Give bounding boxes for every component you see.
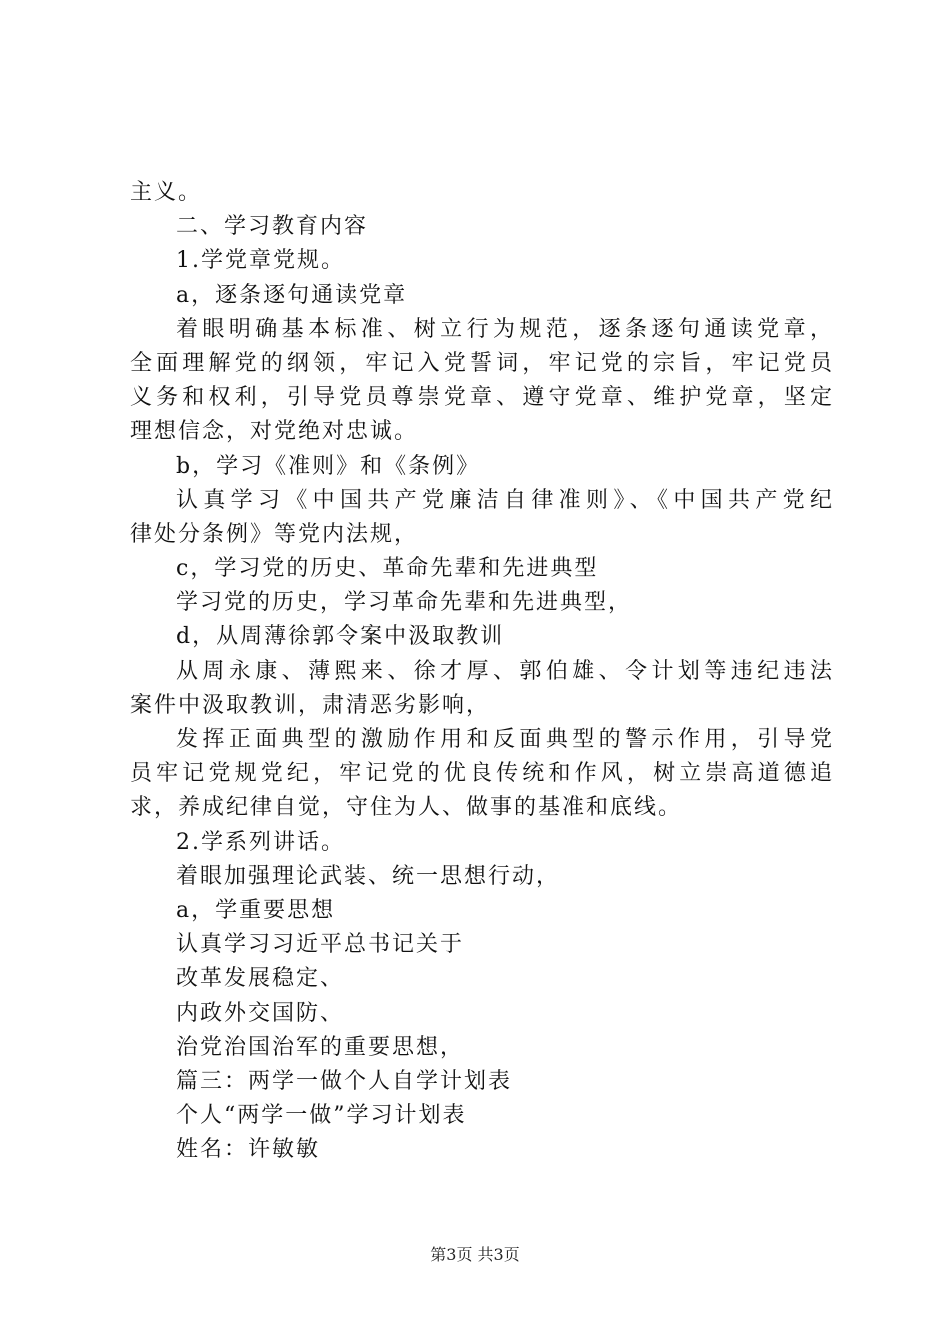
name-field: 姓名：许敏敏 [176,1137,321,1163]
paragraph-line: 认真学习习近平总书记关于 [176,932,465,958]
paragraph-line: 学习党的历史，学习革命先辈和先进典型， [176,590,633,616]
item-heading: c，学习党的历史、革命先辈和先进典型 [176,556,599,582]
paragraph-line: 员牢记党规党纪，牢记党的优良传统和作风，树立崇高道德追 [130,761,832,787]
text-line: 主义。 [130,180,203,205]
subsection-heading: 2.学系列讲话。 [176,829,345,855]
table-title: 个人“两学一做”学习计划表 [176,1103,467,1129]
paragraph-line: 律处分条例》等党内法规， [130,521,419,547]
paragraph-line: 求，养成纪律自觉，守住为人、做事的基准和底线。 [130,795,683,821]
paragraph-line: 内政外交国防、 [176,1000,345,1026]
page-number-footer: 第3页 共3页 [430,1245,520,1264]
document-body [130,176,832,1167]
paragraph-line: 全面理解党的纲领，牢记入党誓词，牢记党的宗旨，牢记党员 [130,350,832,376]
paragraph-line: 着眼明确基本标准、树立行为规范，逐条逐句通读党章， [176,316,832,342]
paragraph-line: 认真学习《中国共产党廉洁自律准则》、《中国共产党纪 [176,487,832,513]
item-heading: a，逐条逐句通读党章 [176,282,408,308]
paragraph-line: 改革发展稳定、 [176,966,345,992]
item-heading: a，学重要思想 [176,897,336,923]
paragraph-line: 着眼加强理论武装、统一思想行动， [176,863,561,889]
paragraph-line: 理想信念，对党绝对忠诚。 [130,419,419,445]
paragraph-line: 义务和权利，引导党员尊崇党章、遵守党章、维护党章，坚定 [130,385,832,411]
item-heading: b，学习《准则》和《条例》 [176,453,481,479]
item-heading: d，从周薄徐郭令案中汲取教训 [176,624,505,650]
paragraph-line: 从周永康、薄熙来、徐才厚、郭伯雄、令计划等违纪违法 [176,658,832,684]
section-heading: 二、学习教育内容 [176,214,369,240]
paragraph-line: 案件中汲取教训，肃清恶劣影响， [130,692,491,718]
paragraph-line: 发挥正面典型的激励作用和反面典型的警示作用，引导党 [176,727,832,752]
subsection-heading: 1.学党章党规。 [176,248,345,274]
paragraph-line: 治党治国治军的重要思想， [176,1034,465,1060]
chapter-heading: 篇三：两学一做个人自学计划表 [176,1068,513,1094]
